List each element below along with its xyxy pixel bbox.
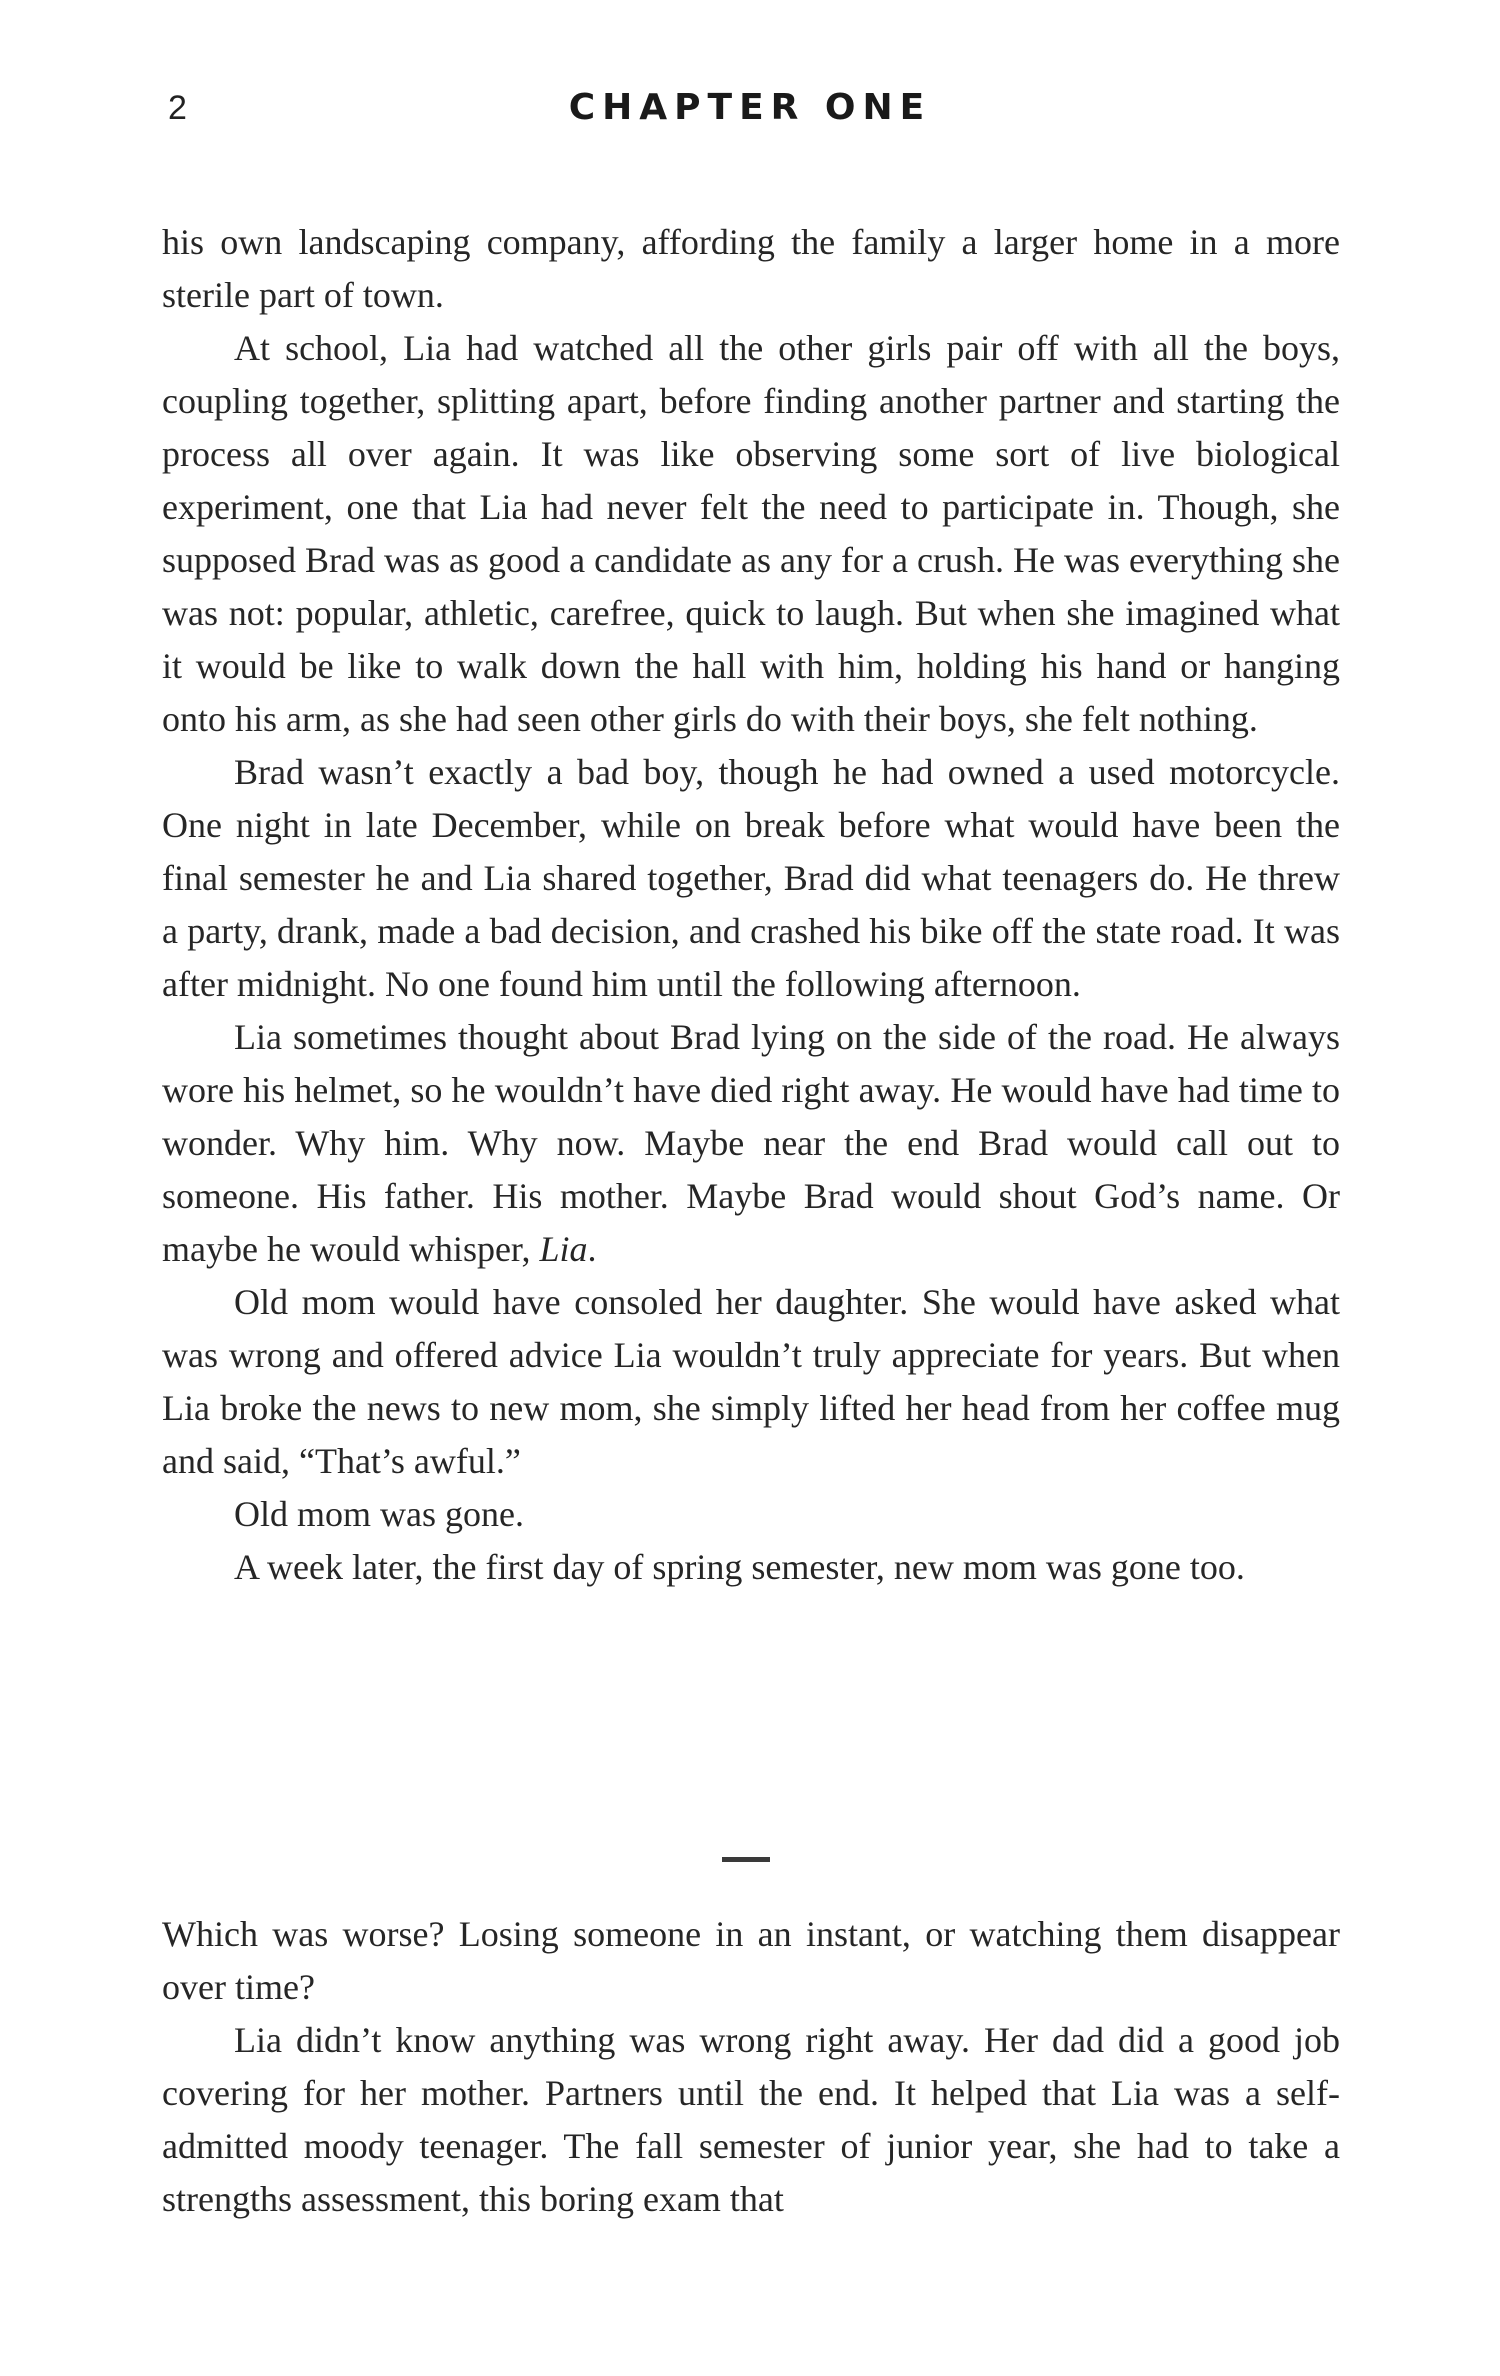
paragraph-4-text: Lia sometimes thought about Brad lying on the side of the road. He always wore his helmet, so he wouldn’t have died right away. He would have had time to wonder. Why him. Why now. Maybe near the end Brad would call out to someone. His father. His mother. Maybe Brad would shout God’s name. Or maybe he would whisper, [162, 1017, 1340, 1269]
paragraph-7: A week later, the first day of spring semester, new mom was gone too. [234, 1547, 1245, 1587]
paragraph-2: At school, Lia had watched all the other girls pair off with all the boys, coupling together, splitting apart, before finding another partner and starting the process all over again. It was like observing some sort of live biological experiment, one that Lia had never felt the need to participate in. Though, she supposed Brad was as good a candidate as any for a crush. He was everything she was not: popular, athletic, carefree, quick to laugh. But when she imagined what it would be like to walk down the hall with him, holding his hand or hanging onto his arm, as she had seen other girls do with their boys, she felt nothing. [162, 328, 1340, 739]
italic-name-lia: Lia [539, 1229, 588, 1269]
paragraph-4-end: . [587, 1229, 597, 1269]
paragraph-3: Brad wasn’t exactly a bad boy, though he had owned a used motorcycle. One night in late December, while on break before what would have been the final semester he and Lia shared together, Brad did what teenagers do. He threw a party, drank, made a bad decision, and crashed his bike off the state road. It was after midnight. No one found him until the following afternoon. [162, 752, 1340, 1004]
paragraph-8: Which was worse? Losing someone in an instant, or watching them disappear over time? [162, 1914, 1340, 2007]
text-section-2 [162, 1908, 1340, 2226]
text-section-1 [162, 216, 1340, 1594]
paragraph-4 [162, 1011, 1340, 1276]
paragraph-1: his own landscaping company, affording the family a larger home in a more sterile part of town. [162, 222, 1340, 315]
paragraph-5: Old mom would have consoled her daughter. She would have asked what was wrong and offered advice Lia wouldn’t truly appreciate for years. But when Lia broke the news to new mom, she simply lifted her head from her coffee mug and said, “That’s awful.” [162, 1282, 1340, 1481]
page-number: 2 [168, 89, 187, 127]
paragraph-9: Lia didn’t know anything was wrong right away. Her dad did a good job covering for her mother. Partners until the end. It helped that Lia was a self-admitted moody teenager. The fall semester of junior year, she had to take a strengths assessment, this boring exam that [162, 2020, 1340, 2219]
chapter-title: CHAPTER ONE [568, 87, 932, 128]
section-break [722, 1857, 770, 1862]
paragraph-6: Old mom was gone. [234, 1494, 524, 1534]
